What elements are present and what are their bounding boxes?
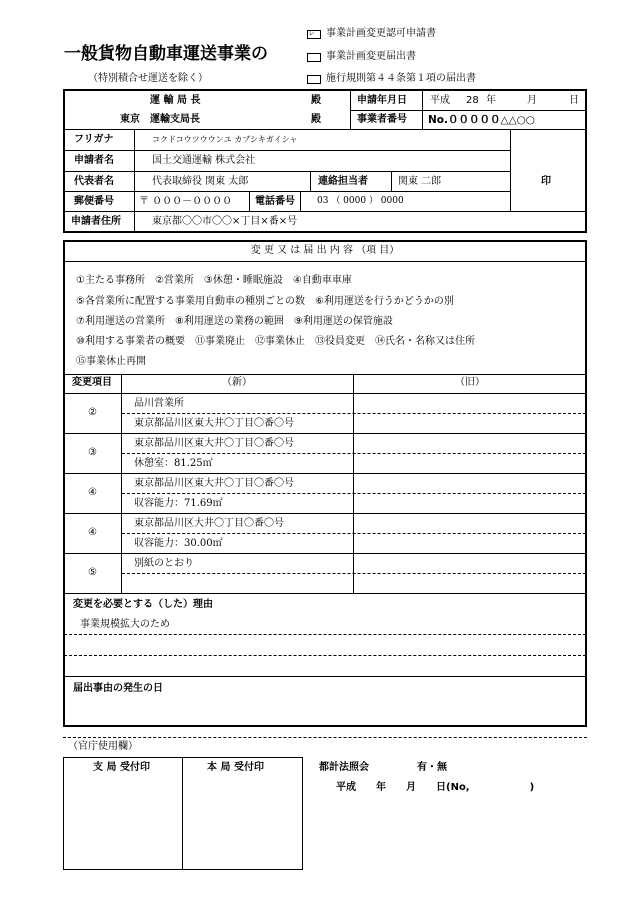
furigana-value[interactable]: コクドコウツウウンユ カブシキガイシャ [152,135,298,144]
row-1-new-line1[interactable]: 品川営業所 [134,398,184,409]
representative-value[interactable]: 代表取締役 関東 太郎 [152,176,249,187]
row-2-item: ③ [88,447,97,458]
option-label-notice: 事業計画変更届出書 [326,51,416,62]
row-4-new-line1[interactable]: 東京都品川区大井〇丁目〇番〇号 [134,518,284,529]
phone-value[interactable]: 03 （ 0000 ） 0000 [317,196,404,206]
reason-label: 変更を必要とする（した）理由 [73,599,213,610]
tokyo-label: 東京 [120,114,140,125]
date-era: 平成 [430,95,450,106]
change-items-line-1: ①主たる事務所 ②営業所 ③休憩・睡眠施設 ④自動車車庫 [76,275,352,286]
applicant-value[interactable]: 国土交通運輸 株式会社 [152,155,256,166]
main-stamp-label: 本 局 受付印 [207,762,264,773]
option-checkbox-rule44[interactable] [307,75,321,84]
date-day-unit: 日 [569,95,579,106]
change-items-line-3: ⑦利用運送の営業所 ⑧利用運送の業務の範囲 ⑨利用運送の保管施設 [76,316,393,327]
col-header-new: （新） [222,377,252,388]
row-4-item: ④ [88,527,97,538]
honorific-2: 殿 [311,114,321,125]
contact-value[interactable]: 関東 二郎 [398,176,442,187]
option-label-rule44: 施行規則第４４条第１項の届出書 [326,73,476,84]
phone-label: 電話番号 [255,196,295,207]
business-no-value[interactable]: No.０００００△△○○ [428,114,535,126]
row-1-item: ② [88,407,97,418]
row-5-item: ⑤ [88,567,97,578]
honorific-1: 殿 [311,95,321,106]
stamp-boxes [63,757,303,870]
row-5-new-line1[interactable]: 別紙のとおり [134,558,194,569]
branch-chief-label: 運輸支局長 [150,114,200,125]
check-mark-icon: レ [308,29,315,37]
row-2-new-line1[interactable]: 東京都品川区東大井〇丁目〇番〇号 [134,438,294,449]
address-value[interactable]: 東京都〇〇市〇〇×丁目×番×号 [152,216,298,227]
yes-no-option[interactable]: 有・無 [417,762,447,773]
representative-label: 代表者名 [74,176,114,187]
zip-label: 郵便番号 [74,196,114,207]
city-planning-label: 都計法照会 [319,762,369,773]
office-use-label: （官庁使用欄） [68,741,138,752]
col-header-item: 変更項目 [72,377,112,388]
change-items-line-2: ⑤各営業所に配置する事業用自動車の種別ごとの数 ⑥利用運送を行うかどうかの別 [76,296,454,307]
bureau-chief-label: 運 輸 局 長 [150,95,201,106]
date-month-unit: 月 [527,95,537,106]
applicant-label: 申請者名 [74,155,114,166]
reason-text[interactable]: 事業規模拡大のため [80,619,170,630]
address-label: 申請者住所 [71,216,121,227]
date-label: 申請年月日 [357,95,407,106]
row-3-new-line1[interactable]: 東京都品川区東大井〇丁目〇番〇号 [134,478,294,489]
form-title: 一般貨物自動車運送事業の [64,44,268,64]
col-header-old: （旧） [455,377,485,388]
change-items-line-5: ⑮事業休止再開 [76,356,146,367]
row-1-new-line2[interactable]: 東京都品川区東大井〇丁目〇番〇号 [134,418,294,429]
option-checkbox-notice[interactable] [307,53,321,62]
form-subtitle: （特別積合せ運送を除く） [88,73,208,84]
row-3-new-line2[interactable]: 収容能力：71.69㎡ [134,498,223,509]
change-items-line-4: ⑩利用する事業者の概要 ⑪事業廃止 ⑫事業休止 ⑬役員変更 ⑭氏名・名称又は住所 [76,336,475,347]
option-checkbox-permit[interactable] [307,30,321,39]
row-2-new-line2[interactable]: 休憩室：81.25㎡ [134,458,213,469]
occurrence-label: 届出事由の発生の日 [73,683,163,694]
business-no-label: 事業者番号 [357,114,407,125]
date-year[interactable]: 28 [466,95,479,106]
row-4-new-line2[interactable]: 収容能力：30.00㎡ [134,538,223,549]
contact-label: 連絡担当者 [318,176,368,187]
option-label-permit: 事業計画変更認可申請書 [326,28,436,39]
row-3-item: ④ [88,487,97,498]
zip-value[interactable]: 〒 ０００－００００ [139,196,233,207]
furigana-label: フリガナ [74,134,114,145]
change-content-heading: 変 更 又 は 届 出 内 容 （項 目） [250,245,400,256]
office-date-line: 平成 年 月 日(No, ) [336,782,535,793]
date-year-unit: 年 [486,95,496,106]
seal-mark: 印 [541,176,551,187]
branch-stamp-label: 支 局 受付印 [93,762,150,773]
